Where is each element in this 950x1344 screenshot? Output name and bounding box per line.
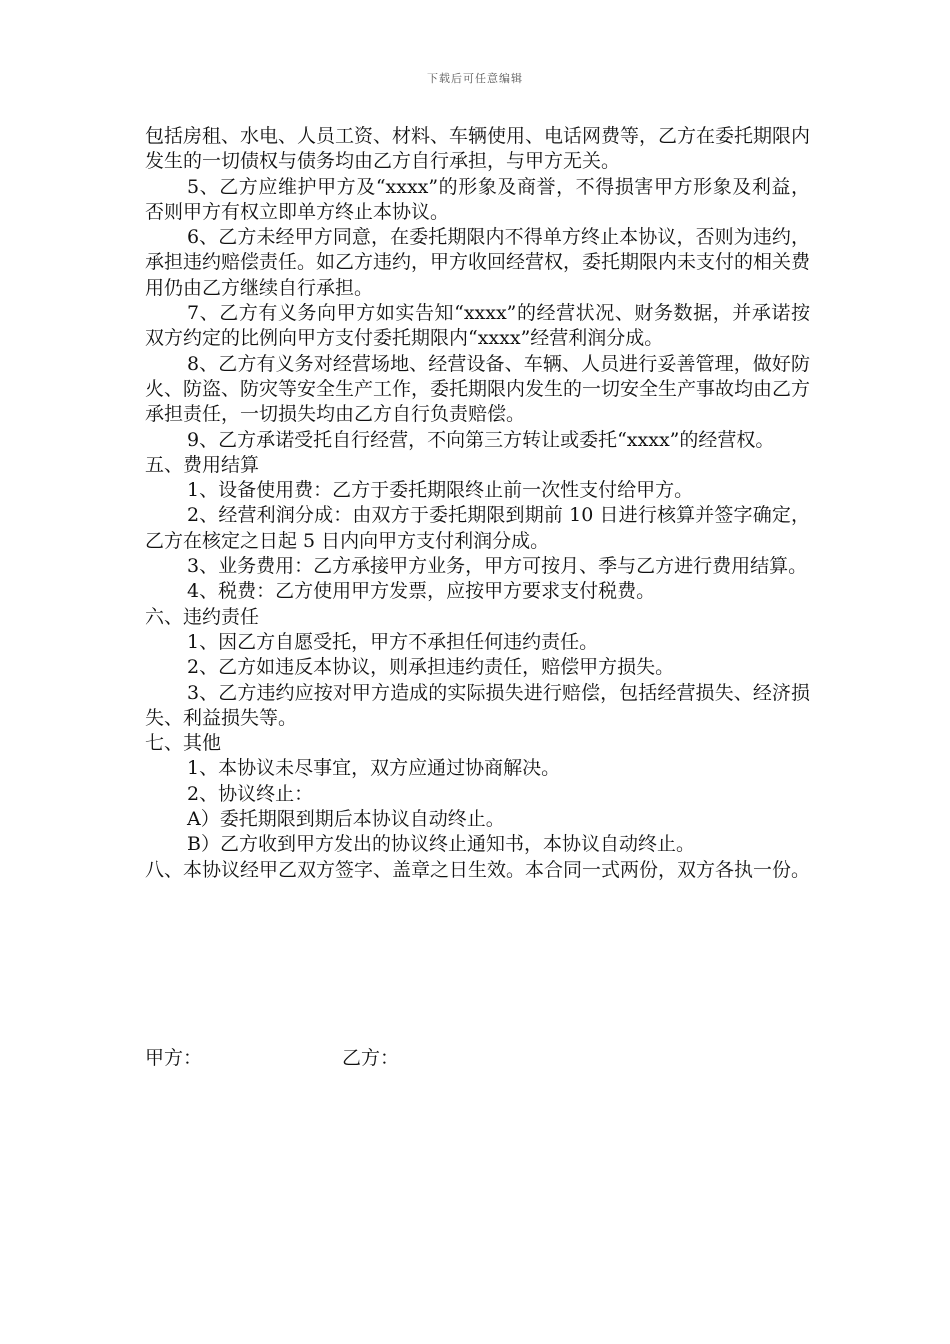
clause-6-3: 3、乙方违约应按对甲方造成的实际损失进行赔偿，包括经营损失、经济损失、利益损失等。 <box>145 681 810 729</box>
party-b-signature-label: 乙方： <box>342 1047 400 1069</box>
clause-7-2-b: B）乙方收到甲方发出的协议终止通知书，本协议自动终止。 <box>187 833 695 856</box>
clause-7-2: 2、协议终止： <box>187 782 314 805</box>
clause-5-2: 2、经营利润分成：由双方于委托期限到期前 10 日进行核算并签字确定，乙方在核定之日起 5 日内向甲方支付利润分成。 <box>145 504 810 552</box>
clause-4-8: 8、乙方有义务对经营场地、经营设备、车辆、人员进行妥善管理，做好防火、防盗、防灾等安全生产工作，委托期限内发生的一切安全生产事故均由乙方承担责任，一切损失均由乙方自行负责赔偿。 <box>145 352 811 426</box>
section-heading-5: 五、费用结算 <box>145 453 260 476</box>
clause-6-2: 2、乙方如违反本协议，则承担违约责任，赔偿甲方损失。 <box>187 656 675 679</box>
clause-4-9: 9、乙方承诺受托自行经营，不向第三方转让或委托“xxxx”的经营权。 <box>187 428 775 451</box>
clause-5-3: 3、业务费用：乙方承接甲方业务，甲方可按月、季与乙方进行费用结算。 <box>187 555 808 578</box>
clause-4-5: 5、乙方应维护甲方及“xxxx”的形象及商誉，不得损害甲方形象及利益，否则甲方有权立即单方终止本协议。 <box>145 175 810 223</box>
clause-4-6: 6、乙方未经甲方同意，在委托期限内不得单方终止本协议，否则为违约，承担违约赔偿责任。如乙方违约，甲方收回经营权，委托期限内未支付的相关费用仍由乙方继续自行承担。 <box>145 226 811 299</box>
page-header: 下载后可任意编辑 <box>427 72 523 85</box>
clause-6-1: 1、因乙方自愿受托，甲方不承担任何违约责任。 <box>187 630 599 653</box>
clause-5-1: 1、设备使用费：乙方于委托期限终止前一次性支付给甲方。 <box>187 479 694 502</box>
clause-7-2-a: A）委托期限到期后本协议自动终止。 <box>187 808 505 831</box>
section-heading-7: 七、其他 <box>145 732 222 755</box>
document-body <box>145 124 810 883</box>
party-a-signature-label: 甲方： <box>145 1047 203 1069</box>
clause-4-7: 7、乙方有义务向甲方如实告知“xxxx”的经营状况、财务数据，并承诺按双方约定的比例向甲方支付委托期限内“xxxx”经营利润分成。 <box>145 302 810 350</box>
clause-5-4: 4、税费：乙方使用甲方发票，应按甲方要求支付税费。 <box>187 580 656 603</box>
paragraph-continuation: 包括房租、水电、人员工资、材料、车辆使用、电话网费等，乙方在委托期限内发生的一切债权与债务均由乙方自行承担，与甲方无关。 <box>145 125 811 173</box>
section-heading-6: 六、违约责任 <box>145 605 260 628</box>
clause-7-1: 1、本协议未尽事宜，双方应通过协商解决。 <box>187 757 561 780</box>
section-heading-8: 八、本协议经甲乙双方签字、盖章之日生效。本合同一式两份，双方各执一份。 <box>145 858 811 881</box>
